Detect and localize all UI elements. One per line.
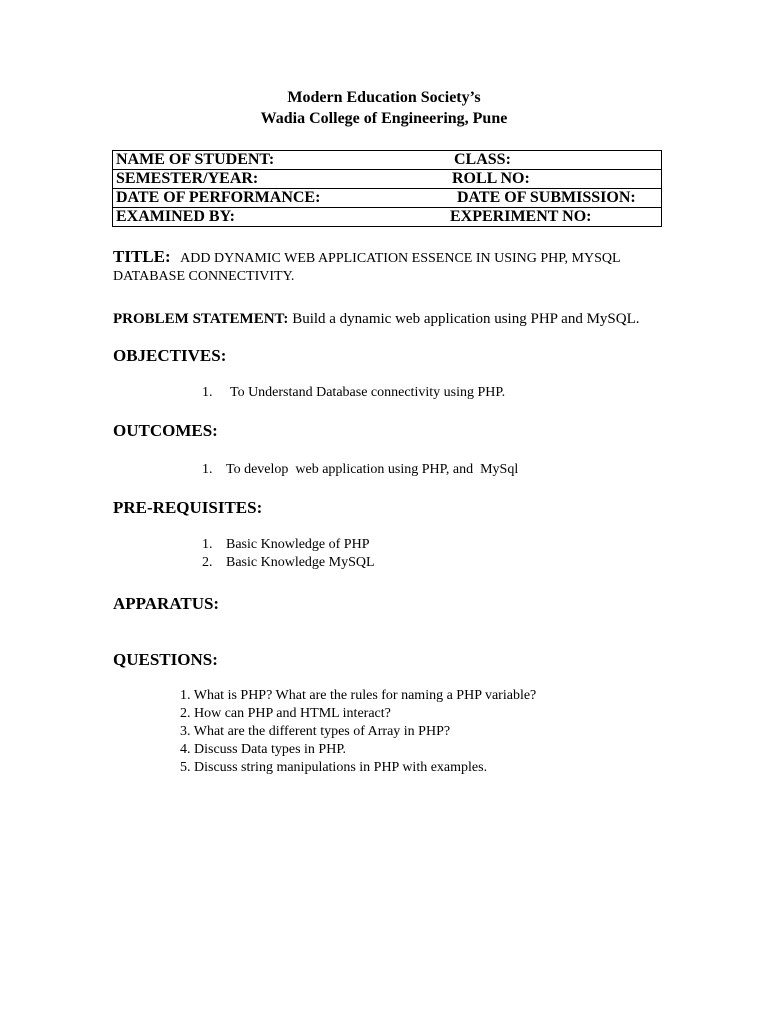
table-row	[113, 170, 662, 189]
prerequisites-heading: PRE-REQUISITES:	[113, 498, 263, 517]
list-number: 1.	[202, 385, 213, 400]
college-name: Wadia College of Engineering, Pune	[260, 110, 508, 127]
student-info-table	[112, 150, 662, 227]
list-number: 1.	[202, 537, 213, 552]
examined-by-label: EXAMINED BY:	[113, 208, 449, 227]
list-item	[202, 554, 375, 572]
question-item: 3. What are the different types of Array in PHP?	[180, 724, 451, 739]
date-of-submission-label: DATE OF SUBMISSION:	[448, 189, 662, 208]
table-row	[113, 189, 662, 208]
question-item: 2. How can PHP and HTML interact?	[180, 706, 391, 721]
list-item	[202, 384, 505, 402]
class-label: CLASS:	[448, 151, 662, 170]
list-text: Basic Knowledge MySQL	[226, 555, 375, 570]
list-item	[202, 536, 370, 554]
date-of-performance-label: DATE OF PERFORMANCE:	[113, 189, 449, 208]
name-of-student-label: NAME OF STUDENT:	[113, 151, 449, 170]
institution-name: Modern Education Society’s	[287, 89, 481, 106]
outcomes-heading: OUTCOMES:	[113, 421, 218, 440]
list-text: Basic Knowledge of PHP	[226, 537, 370, 552]
title-text: ADD DYNAMIC WEB APPLICATION ESSENCE IN USING PHP, MYSQL DATABASE CONNECTIVITY.	[113, 251, 621, 284]
title-label: TITLE:	[113, 247, 171, 266]
question-item: 1. What is PHP? What are the rules for naming a PHP variable?	[180, 688, 537, 703]
experiment-no-label: EXPERIMENT NO:	[448, 208, 662, 227]
list-text: To develop web application using PHP, and MySql	[226, 462, 519, 477]
list-number: 2.	[202, 555, 213, 570]
question-item: 5. Discuss string manipulations in PHP with examples.	[180, 760, 488, 775]
semester-year-label: SEMESTER/YEAR:	[113, 170, 449, 189]
problem-statement	[113, 310, 673, 328]
questions-heading: QUESTIONS:	[113, 650, 218, 669]
question-item: 4. Discuss Data types in PHP.	[180, 742, 347, 757]
list-item	[202, 461, 518, 479]
list-number: 1.	[202, 462, 213, 477]
apparatus-heading: APPARATUS:	[113, 594, 220, 613]
list-text: To Understand Database connectivity using PHP.	[230, 385, 506, 400]
title-block	[113, 248, 673, 286]
roll-no-label: ROLL NO:	[448, 170, 662, 189]
table-row	[113, 151, 662, 170]
problem-statement-label: PROBLEM STATEMENT:	[113, 311, 289, 327]
objectives-heading: OBJECTIVES:	[113, 346, 227, 365]
table-row	[113, 208, 662, 227]
problem-statement-text: Build a dynamic web application using PHP and MySQL.	[292, 311, 640, 327]
